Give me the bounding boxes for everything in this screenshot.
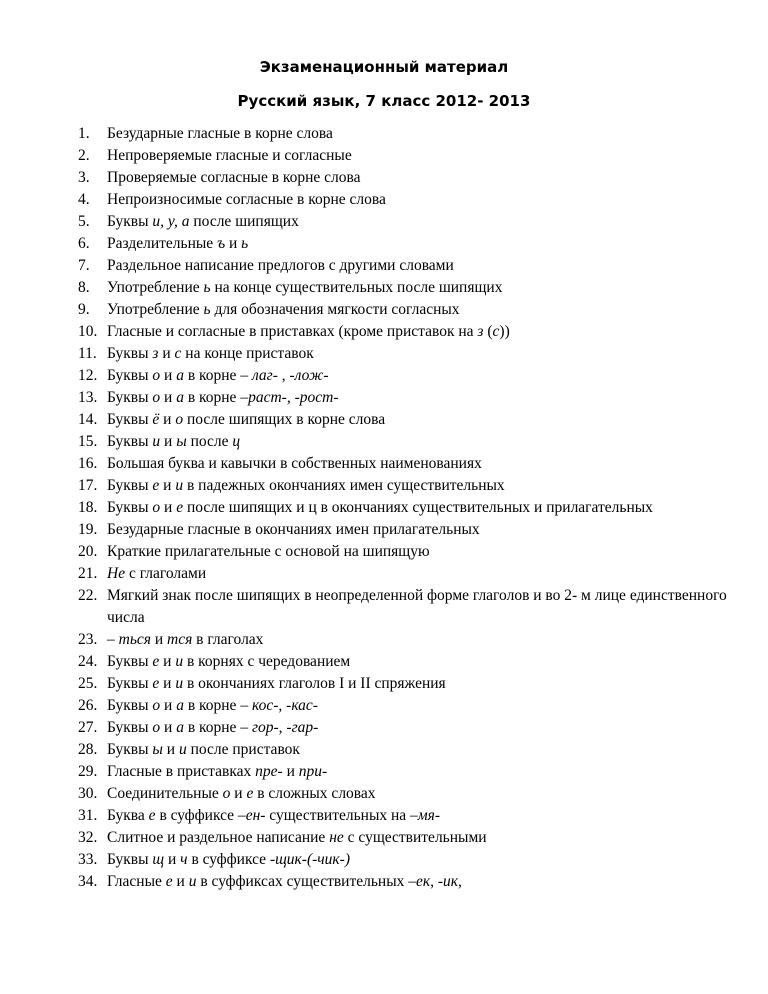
- item-number: 8.: [78, 279, 90, 296]
- list-item: [78, 651, 728, 673]
- list-item: [78, 409, 728, 431]
- item-text: [107, 717, 728, 739]
- item-number: 16.: [78, 455, 98, 472]
- text-part: в суффиксах существительных –: [196, 873, 417, 890]
- item-text: [107, 299, 728, 321]
- text-part: в корнях с чередованием: [183, 653, 351, 670]
- item-text: [107, 849, 728, 871]
- list-item: [78, 673, 728, 695]
- item-number: 18.: [78, 499, 98, 516]
- text-part: после: [186, 433, 233, 450]
- text-part: для обозначения мягкости согласных: [210, 301, 460, 318]
- list-item: [78, 189, 728, 211]
- item-text: [107, 651, 728, 673]
- item-number: 11.: [78, 345, 97, 362]
- italic-text-part: -лож-: [289, 367, 329, 384]
- italic-text-part: Не: [107, 565, 126, 582]
- italic-text-part: и: [175, 675, 184, 692]
- text-part: Гласные и согласные в приставках (кроме приставок на: [107, 323, 478, 340]
- item-number: 1.: [78, 125, 90, 142]
- text-part: после приставок: [186, 741, 300, 758]
- italic-text-part: и: [175, 653, 184, 670]
- text-part: с существительными: [343, 829, 487, 846]
- italic-text-part: с: [492, 323, 500, 340]
- italic-text-part: ь: [203, 301, 211, 318]
- text-part: Буквы: [107, 389, 153, 406]
- text-part: после шипящих: [189, 213, 299, 230]
- italic-text-part: ы: [176, 433, 187, 450]
- item-text: [107, 189, 728, 211]
- item-number: 33.: [78, 851, 98, 868]
- item-text: [107, 233, 728, 255]
- italic-text-part: ться: [118, 631, 151, 648]
- italic-text-part: ек, -ик,: [416, 873, 462, 890]
- list-item: [78, 827, 728, 849]
- item-number: 23.: [78, 631, 98, 648]
- text-part: существительных на –: [265, 807, 418, 824]
- item-text: [107, 585, 728, 629]
- item-number: 34.: [78, 873, 98, 890]
- item-text: [107, 783, 728, 805]
- item-text: [107, 519, 728, 541]
- item-number: 25.: [78, 675, 98, 692]
- text-part: Слитное и раздельное написание: [107, 829, 330, 846]
- item-number: 31.: [78, 807, 98, 824]
- text-part: Буквы: [107, 477, 153, 494]
- list-item: [78, 431, 728, 453]
- text-part: в сложных словах: [253, 785, 376, 802]
- text-part: и: [160, 389, 177, 406]
- text-part: и: [158, 345, 175, 362]
- list-item: [78, 365, 728, 387]
- text-part: Употребление: [107, 301, 204, 318]
- italic-text-part: с: [174, 345, 182, 362]
- text-part: и: [160, 367, 177, 384]
- italic-text-part: ен-: [245, 807, 266, 824]
- item-number: 27.: [78, 719, 98, 736]
- list-item: [78, 299, 728, 321]
- italic-text-part: лаг-: [251, 367, 278, 384]
- text-part: )): [499, 323, 510, 340]
- text-part: и: [230, 785, 247, 802]
- item-number: 9.: [78, 301, 90, 318]
- italic-text-part: е: [246, 785, 254, 802]
- text-part: в падежных окончаниях имен существительных: [183, 477, 505, 494]
- item-text: [107, 255, 728, 277]
- item-text: [107, 673, 728, 695]
- italic-text-part: а: [176, 389, 184, 406]
- item-text: [107, 123, 728, 145]
- text-part: Буквы: [107, 719, 153, 736]
- text-part: и: [159, 675, 176, 692]
- item-number: 20.: [78, 543, 98, 560]
- list-item: [78, 783, 728, 805]
- item-number: 3.: [78, 169, 90, 186]
- text-part: в суффиксе –: [155, 807, 246, 824]
- text-part: и: [164, 851, 181, 868]
- list-item: [78, 871, 728, 893]
- item-text: [107, 739, 728, 761]
- text-part: в корне –: [183, 719, 252, 736]
- list-item: [78, 387, 728, 409]
- item-number: 4.: [78, 191, 90, 208]
- item-text: [107, 365, 728, 387]
- item-number: 30.: [78, 785, 98, 802]
- item-number: 22.: [78, 587, 98, 604]
- item-text: [107, 409, 728, 431]
- text-part: Буквы: [107, 675, 153, 692]
- text-part: Безударные гласные в окончаниях имен прилагательных: [107, 521, 480, 538]
- list-item: [78, 585, 728, 629]
- italic-text-part: раст-, -рост-: [248, 389, 339, 406]
- text-part: в окончаниях глаголов I и II спряжения: [183, 675, 446, 692]
- item-text: [107, 827, 728, 849]
- italic-text-part: з: [152, 345, 159, 362]
- item-number: 21.: [78, 565, 98, 582]
- text-part: в глаголах: [192, 631, 264, 648]
- italic-text-part: е: [148, 807, 156, 824]
- italic-text-part: и: [175, 477, 184, 494]
- text-part: и: [282, 763, 299, 780]
- italic-text-part: при-: [298, 763, 328, 780]
- item-number: 19.: [78, 521, 98, 538]
- item-text: [107, 629, 728, 651]
- text-part: Непроверяемые гласные и согласные: [107, 147, 352, 164]
- text-part: Буквы: [107, 851, 153, 868]
- list-item: [78, 475, 728, 497]
- italic-text-part: е: [165, 873, 173, 890]
- text-part: в корне –: [183, 367, 252, 384]
- text-part: Гласные: [107, 873, 166, 890]
- list-item: [78, 629, 728, 651]
- item-text: [107, 871, 728, 893]
- item-text: [107, 475, 728, 497]
- text-part: после шипящих и ц в окончаниях существительных и прилагательных: [183, 499, 653, 516]
- italic-text-part: ы: [152, 741, 163, 758]
- italic-text-part: о: [222, 785, 231, 802]
- text-part: Буквы: [107, 213, 153, 230]
- text-part: на конце существительных после шипящих: [210, 279, 503, 296]
- list-item: [78, 211, 728, 233]
- list-item: [78, 849, 728, 871]
- item-text: [107, 805, 728, 827]
- italic-text-part: пре-: [255, 763, 283, 780]
- text-part: на конце приставок: [181, 345, 314, 362]
- item-text: [107, 453, 728, 475]
- item-number: 13.: [78, 389, 98, 406]
- italic-text-part: ч: [180, 851, 188, 868]
- list-item: [78, 519, 728, 541]
- text-part: Гласные в приставках: [107, 763, 256, 780]
- list-item: [78, 805, 728, 827]
- list-item: [78, 233, 728, 255]
- text-part: и: [159, 653, 176, 670]
- list-item: [78, 277, 728, 299]
- text-part: и: [160, 719, 177, 736]
- italic-text-part: о: [152, 719, 161, 736]
- italic-text-part: а: [176, 719, 184, 736]
- item-text: [107, 563, 728, 585]
- text-part: и: [172, 873, 189, 890]
- item-number: 17.: [78, 477, 98, 494]
- list-item: [78, 695, 728, 717]
- item-number: 28.: [78, 741, 98, 758]
- text-part: Буквы: [107, 345, 153, 362]
- document-subtitle: Русский язык, 7 класс 2012- 2013: [237, 92, 531, 110]
- text-part: в корне –: [183, 697, 252, 714]
- text-part: Разделительные: [107, 235, 218, 252]
- italic-text-part: и, у, а: [152, 213, 190, 230]
- item-number: 24.: [78, 653, 98, 670]
- item-number: 29.: [78, 763, 98, 780]
- italic-text-part: мя-: [417, 807, 441, 824]
- list-item: [78, 321, 728, 343]
- list-item: [78, 497, 728, 519]
- italic-text-part: не: [329, 829, 344, 846]
- item-number: 26.: [78, 697, 98, 714]
- text-part: после шипящих в корне слова: [183, 411, 386, 428]
- text-part: Буквы: [107, 411, 153, 428]
- document-title: Экзаменационный материал: [259, 58, 509, 76]
- italic-text-part: щ: [152, 851, 165, 868]
- list-item: [78, 563, 728, 585]
- item-number: 32.: [78, 829, 98, 846]
- list-item: [78, 717, 728, 739]
- italic-text-part: и: [188, 873, 197, 890]
- item-number: 15.: [78, 433, 98, 450]
- text-part: Буквы: [107, 499, 153, 516]
- italic-text-part: о: [152, 499, 161, 516]
- text-part: и: [162, 741, 179, 758]
- text-part: Краткие прилагательные с основой на шипящую: [107, 543, 430, 560]
- italic-text-part: тся: [167, 631, 193, 648]
- item-number: 5.: [78, 213, 90, 230]
- italic-text-part: а: [176, 367, 184, 384]
- item-number: 2.: [78, 147, 90, 164]
- topic-list: [78, 123, 728, 893]
- text-part: и: [159, 477, 176, 494]
- item-text: [107, 387, 728, 409]
- text-part: Буквы: [107, 433, 153, 450]
- italic-text-part: е: [176, 499, 184, 516]
- item-text: [107, 145, 728, 167]
- text-part: Раздельное написание предлогов с другими словами: [107, 257, 454, 274]
- text-part: в корне –: [183, 389, 249, 406]
- item-number: 12.: [78, 367, 98, 384]
- italic-text-part: гор-, -гар-: [251, 719, 319, 736]
- item-text: [107, 431, 728, 453]
- italic-text-part: ц: [232, 433, 241, 450]
- item-number: 6.: [78, 235, 90, 252]
- text-part: Безударные гласные в корне слова: [107, 125, 333, 142]
- item-text: [107, 211, 728, 233]
- item-text: [107, 761, 728, 783]
- item-text: [107, 343, 728, 365]
- italic-text-part: е: [152, 653, 160, 670]
- text-part: с глаголами: [125, 565, 207, 582]
- italic-text-part: ь: [241, 235, 249, 252]
- list-item: [78, 761, 728, 783]
- text-part: Буквы: [107, 367, 153, 384]
- italic-text-part: а: [176, 697, 184, 714]
- item-text: [107, 321, 728, 343]
- list-item: [78, 167, 728, 189]
- text-part: и: [159, 411, 176, 428]
- text-part: Буквы: [107, 741, 153, 758]
- text-part: Употребление: [107, 279, 204, 296]
- text-part: Проверяемые согласные в корне слова: [107, 169, 361, 186]
- italic-text-part: о: [152, 697, 161, 714]
- text-part: в суффиксе: [187, 851, 270, 868]
- item-number: 10.: [78, 323, 98, 340]
- list-item: [78, 343, 728, 365]
- text-part: Соединительные: [107, 785, 223, 802]
- item-text: [107, 277, 728, 299]
- list-item: [78, 145, 728, 167]
- text-part: и: [150, 631, 168, 648]
- text-part: –: [107, 631, 119, 648]
- item-text: [107, 167, 728, 189]
- text-part: (: [483, 323, 493, 340]
- italic-text-part: кос-, -кас-: [251, 697, 318, 714]
- text-part: Мягкий знак после шипящих в неопределенной форме глаголов и во 2- м лице единственного числа: [107, 587, 727, 626]
- italic-text-part: -щик-(-чик-): [269, 851, 351, 868]
- item-number: 14.: [78, 411, 98, 428]
- italic-text-part: ё: [152, 411, 160, 428]
- list-item: [78, 541, 728, 563]
- text-part: Большая буква и кавычки в собственных наименованиях: [107, 455, 482, 472]
- text-part: Непроизносимые согласные в корне слова: [107, 191, 386, 208]
- italic-text-part: о: [175, 411, 184, 428]
- list-item: [78, 255, 728, 277]
- text-part: Буквы: [107, 653, 153, 670]
- italic-text-part: о: [152, 367, 161, 384]
- text-part: Буквы: [107, 697, 153, 714]
- italic-text-part: ъ: [217, 235, 226, 252]
- italic-text-part: ь: [203, 279, 211, 296]
- italic-text-part: е: [152, 477, 160, 494]
- list-item: [78, 123, 728, 145]
- list-item: [78, 739, 728, 761]
- text-part: и: [160, 697, 177, 714]
- text-part: ,: [277, 367, 290, 384]
- italic-text-part: е: [152, 675, 160, 692]
- list-item: [78, 453, 728, 475]
- item-text: [107, 541, 728, 563]
- item-number: 7.: [78, 257, 90, 274]
- text-part: и: [160, 433, 177, 450]
- text-part: Буква: [107, 807, 149, 824]
- text-part: и: [160, 499, 177, 516]
- italic-text-part: о: [152, 389, 161, 406]
- item-text: [107, 695, 728, 717]
- italic-text-part: и: [152, 433, 161, 450]
- italic-text-part: и: [178, 741, 187, 758]
- italic-text-part: з: [477, 323, 484, 340]
- text-part: и: [225, 235, 242, 252]
- item-text: [107, 497, 728, 519]
